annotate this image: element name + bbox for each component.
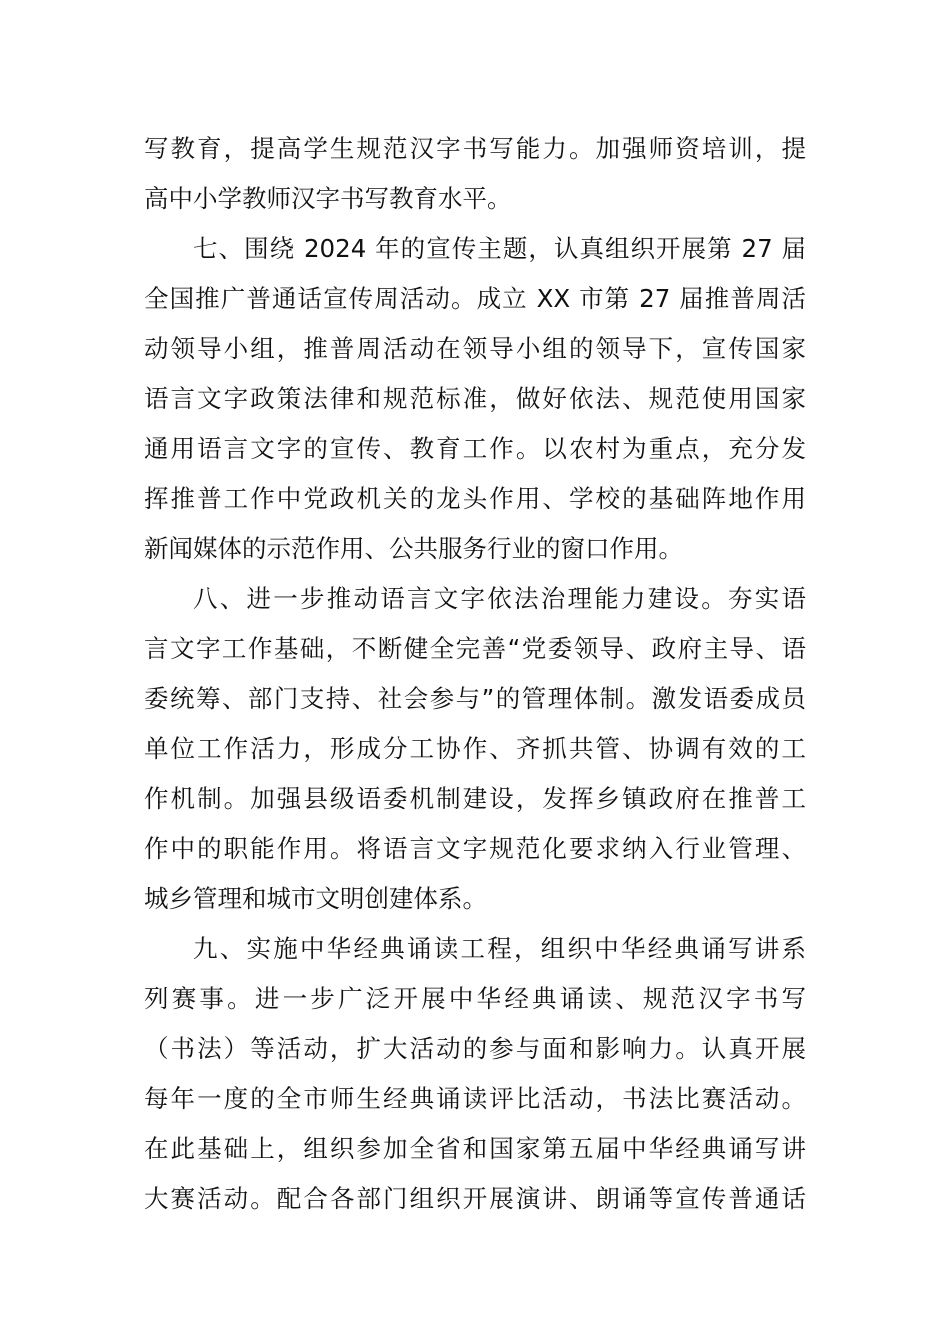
text-line: 委统筹、部门支持、社会参与”的管理体制。激发语委成员 [144, 684, 806, 713]
paragraph-heading-line: 八、进一步推动语言文字依法治理能力建设。夯实语 [193, 584, 806, 613]
text-line: 新闻媒体的示范作用、公共服务行业的窗口作用。 [144, 534, 683, 563]
text-line: 言文字工作基础，不断健全完善“党委领导、政府主导、语 [144, 634, 806, 663]
text-line: 在此基础上，组织参加全省和国家第五届中华经典诵写讲 [144, 1134, 806, 1163]
text-line: 挥推普工作中党政机关的龙头作用、学校的基础阵地作用 [144, 484, 806, 513]
text-line: 单位工作活力，形成分工协作、齐抓共管、协调有效的工 [144, 734, 806, 763]
text-line: 大赛活动。配合各部门组织开展演讲、朗诵等宣传普通话 [144, 1184, 806, 1213]
paragraph-heading-line: 七、围绕 2024 年的宣传主题，认真组织开展第 27 届 [193, 234, 806, 263]
text-line: 语言文字政策法律和规范标准，做好依法、规范使用国家 [144, 384, 806, 413]
text-line: 城乡管理和城市文明创建体系。 [144, 884, 487, 913]
text-line: 作中的职能作用。将语言文字规范化要求纳入行业管理、 [144, 834, 806, 863]
text-line: 作机制。加强县级语委机制建设，发挥乡镇政府在推普工 [144, 784, 806, 813]
text-line: 全国推广普通话宣传周活动。成立 XX 市第 27 届推普周活 [144, 284, 806, 313]
text-line: 列赛事。进一步广泛开展中华经典诵读、规范汉字书写 [144, 984, 806, 1013]
text-line: 每年一度的全市师生经典诵读评比活动，书法比赛活动。 [144, 1084, 806, 1113]
text-line: （书法）等活动，扩大活动的参与面和影响力。认真开展 [144, 1034, 806, 1063]
text-line: 动领导小组，推普周活动在领导小组的领导下，宣传国家 [144, 334, 806, 363]
text-line: 写教育，提高学生规范汉字书写能力。加强师资培训，提 [144, 134, 806, 163]
paragraph-heading-line: 九、实施中华经典诵读工程，组织中华经典诵写讲系 [193, 934, 806, 963]
text-line: 高中小学教师汉字书写教育水平。 [144, 184, 512, 213]
text-line: 通用语言文字的宣传、教育工作。以农村为重点，充分发 [144, 434, 806, 463]
